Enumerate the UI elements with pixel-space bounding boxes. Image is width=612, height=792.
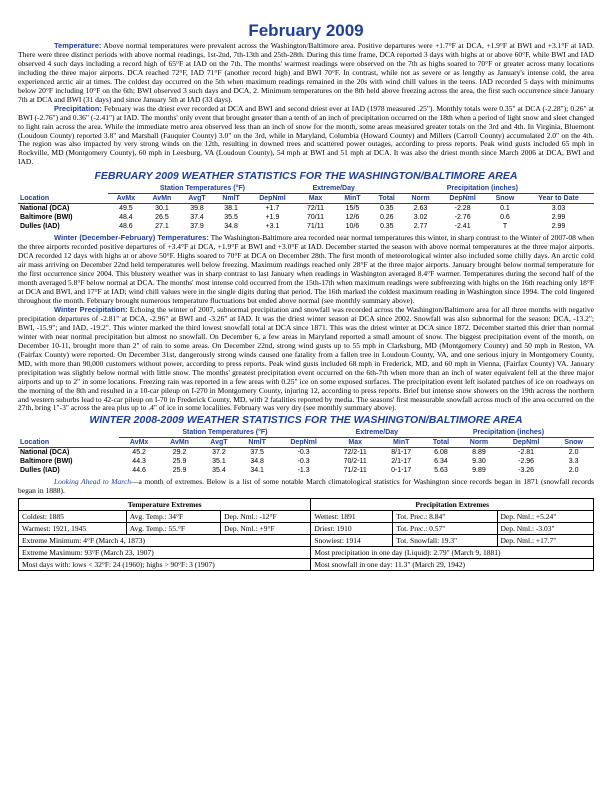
feb-col-header: DepNml <box>248 194 297 204</box>
winter-col-header: Total <box>423 438 459 448</box>
winter-temperatures-lead: Winter (December-February) Temperatures: <box>54 233 209 243</box>
table-cell: Wettest: 1891 <box>311 511 393 523</box>
winter-group-station: Station Temperatures (°F) <box>119 428 331 438</box>
table-cell: 72/11 <box>307 205 324 213</box>
table-cell: -1.3 <box>297 467 310 475</box>
table-row <box>18 213 594 222</box>
looking-ahead-text: —a month of extremes. Below is a list of some notable March climatological statistics for Washington since records began in 1871 (snowfall records began in 1888). <box>18 477 595 496</box>
feb-col-header: Year to Date <box>523 194 594 204</box>
table-cell: Tot. Snowfall: 19.3" <box>393 535 497 547</box>
table-cell: 48.4 <box>119 214 133 222</box>
table-cell: 27.1 <box>155 223 169 231</box>
table-cell: 25.9 <box>172 467 187 475</box>
table-cell: 29.2 <box>172 449 187 457</box>
table-cell: -0.3 <box>297 458 310 466</box>
table-cell: 2.99 <box>551 214 566 222</box>
table-cell: 6.34 <box>434 458 448 466</box>
feb-col-header: DepNml <box>438 194 487 204</box>
table-cell: Coldest: 1885 <box>19 511 127 523</box>
feb-col-header: Norm <box>403 194 439 204</box>
winter-col-header: Snow <box>553 438 594 448</box>
feb-table-title: FEBRUARY 2009 WEATHER STATISTICS FOR THE WASHINGTON/BALTIMORE AREA <box>94 170 518 183</box>
page <box>18 22 594 571</box>
table-cell: Most days with: lows < 32°F: 24 (1960); highs > 90°F: 3 (1907) <box>19 559 311 571</box>
winter-precipitation-paragraph <box>18 306 594 413</box>
table-cell: 34.8 <box>250 458 264 466</box>
table-cell: Most precipitation in one day (Liquid): 2.79" (March 9, 1881) <box>311 547 594 559</box>
winter-group-row <box>18 428 594 438</box>
table-cell: 70/11 <box>307 214 324 222</box>
feb-group-extreme: Extreme/Day <box>297 184 371 194</box>
table-cell: 48.6 <box>119 223 133 231</box>
feb-group-precip: Precipitation (inches) <box>371 184 594 194</box>
feb-header-row <box>18 194 594 204</box>
table-cell: 38.1 <box>224 205 238 213</box>
table-cell: +1.7 <box>265 205 280 213</box>
feb-col-header: AvgT <box>180 194 214 204</box>
table-cell: 0.1 <box>500 205 510 213</box>
table-cell: 5.63 <box>434 467 448 475</box>
feb-col-header: AvMn <box>144 194 180 204</box>
table-cell: 8.89 <box>472 449 486 457</box>
table-cell: National (DCA) <box>20 205 70 213</box>
winter-col-header: AvMn <box>159 438 200 448</box>
table-cell: 2.99 <box>551 223 566 231</box>
page-title: February 2009 <box>248 21 364 40</box>
table-cell: 26.5 <box>155 214 169 222</box>
table-cell: Dep. Nml.: +9°F <box>221 523 311 535</box>
table-cell: 70/2-11 <box>343 458 367 466</box>
table-cell: +3.1 <box>265 223 280 231</box>
table-cell: 2.63 <box>413 205 428 213</box>
winter-col-header: Location <box>18 438 119 448</box>
table-cell: 0.35 <box>379 223 394 231</box>
feb-col-header: NmlT <box>214 194 248 204</box>
table-cell: 39.8 <box>190 205 204 213</box>
table-cell: -2.81 <box>518 449 535 457</box>
table-cell: Extreme Maximum: 93°F (March 23, 1907) <box>19 547 311 559</box>
table-cell: 2.0 <box>568 467 579 475</box>
table-cell: 30.1 <box>155 205 169 213</box>
table-cell: Dep. Nml.: +5.24" <box>497 511 594 523</box>
winter-stats-table <box>18 428 594 475</box>
table-cell: Dep. Nml.: -12°F <box>221 511 311 523</box>
table-cell: Tot. Prec.: 0.57" <box>393 523 497 535</box>
table-cell: 8/1-17 <box>391 449 412 457</box>
table-cell: 37.5 <box>250 449 264 457</box>
table-cell: Avg. Temp.: 34°F <box>126 511 220 523</box>
table-cell: -2.41 <box>454 223 471 231</box>
march-extremes-table <box>18 498 594 571</box>
table-cell: 45.2 <box>132 449 146 457</box>
table-cell: -2.76 <box>454 214 471 222</box>
feb-group-station: Station Temperatures (°F) <box>108 184 297 194</box>
winter-col-header: DepNml <box>276 438 330 448</box>
temperature-text: Above normal temperatures were prevalent across the Washington/Baltimore area. Positive departures were +1.7°F at DCA, +1.9°F at BWI and +3.1°F at IAD. There were three distinct periods with above normal readings, 1st-2nd, 7th-13th and 25th-28th. During this time frame, DCA reported 3 days with highs at or above 60°F, while BWI and IAD observed 4 such days including a record high of 65°F at IAD on the 7th. The months' warmest readings were observed on the 7th as highs soared to 70°F or greater across many locations including the three major airports. DCA reached 72°F, IAD 71°F (another record high) and BWI 70°F. In contrast, while not as severe or as lengthy as January's intense cold, the area experienced arctic air at times. The coldest day occurred on the 5th when maximum readings remained in the 20s with wind chill values in the teens. IAD recorded 5 days with minimums below 20°F including 10°F on the 6th; BWI observed 3 such days and DCA, 2. Minimum temperatures on the 8th held above freezing across the area, the first such occurrence since January 7th at DCA and BWI (31 days) and since January 5th at IAD (33 days). <box>18 41 595 104</box>
table-cell: 44.6 <box>132 467 146 475</box>
table-cell: 71/2-11 <box>343 467 367 475</box>
feb-col-header: AvMx <box>108 194 144 204</box>
table-row <box>18 222 594 231</box>
table-cell: Driest: 1910 <box>311 523 393 535</box>
table-row <box>19 535 594 547</box>
extremes-header-row <box>19 499 594 511</box>
winter-temperatures-text: The Washington-Baltimore area recorded near normal temperatures this winter, in sharp contrast to the Winter of 2007-08 when the three airports recorded positive departures of +3.4°F at DCA, +1.9°F at BWI and +3.0°F at IAD. December started the season with above normal temperatures at the three major airports. DCA recorded 12 days with highs at or above 50°F. Highs soared to 70°F at DCA on December 28th. The first month of meteorological winter also included some chilly days. An arctic cold air mass arriving on December 22nd held temperatures well below freezing. Maximum readings reached only 28°F at the three major airports. January brought below normal temperature for the first occurrence since 2004. This blustery weather was in sharp contrast to last January when readings in Washington averaged 8.4°F warmer. Temperatures during the second half of the month averaged 5.8°F below normal at DCA. The months' most intense cold occurred from the 15th-17th when maximum readings were subfreezing with highs on the 16th reaching only 18°F at DCA and BWI, and 17°F at IAD; wind chill values were in the single digits during that period. The 16th marked the coldest maximum reading in Washington since 1994. The cold lingered throughout the month. February brought numerous temperature fluctuations but ended above normal (see monthly summary above). <box>18 233 594 306</box>
table-row <box>18 204 594 214</box>
winter-header-row <box>18 438 594 448</box>
table-cell: Dulles (IAD) <box>20 467 60 475</box>
feb-col-header: Snow <box>487 194 523 204</box>
table-cell: 37.4 <box>190 214 204 222</box>
temperature-extremes-header: Temperature Extremes <box>19 499 311 511</box>
table-cell: Avg. Temp.: 55.°F <box>126 523 220 535</box>
table-cell: National (DCA) <box>20 449 70 457</box>
winter-col-header: DepNml <box>499 438 553 448</box>
table-cell: 15/5 <box>345 205 360 213</box>
table-cell: 72/2-11 <box>343 449 367 457</box>
winter-col-header: Norm <box>459 438 499 448</box>
table-cell: 35.5 <box>224 214 238 222</box>
winter-table-title: WINTER 2008-2009 WEATHER STATISTICS FOR THE WASHINGTON/BALTIMORE AREA <box>89 414 523 427</box>
feb-group-row <box>18 184 594 194</box>
precipitation-paragraph <box>18 105 594 168</box>
precipitation-text: February was the driest ever recorded at DCA and BWI and second driest ever at IAD (1978 measured .25"). Monthly totals were 0.35" at DCA (-2.28"); 0.26" at BWI (-2.76") and 0.36" (-2.41") at IAD. The months' only event that brought greater than a tenth of an inch of precipitation occurred on the 18th when a period of light snow and sleet changed to light rain across the area. While the immediate metro area observed less than an inch of snow for the month, some areas measured greater totals on the 3rd and 4th. In Virginia, Bluemont (Loudoun County) reported 3.8" and Marshall (Fauquier County) 3.0" on the 3rd, while in Maryland, Columbia (Howard County) and Millers (Carroll County) accumulated 2.0" on the 4th. The region was also impacted by very strong winds on the 12th, resulting in downed trees and scattered power outages, according to press reports. Peak wind gusts included 65 mph in Rockville, MD (Montgomery County), 60 mph in Leesburg, VA (Loudoun County), 54 mph at BWI and 51 mph at DCA. It was also the driest month since March 2006 at DCA, BWI and IAD. <box>18 103 594 167</box>
feb-col-header: Max <box>297 194 335 204</box>
table-cell: Warmest: 1921, 1945 <box>19 523 127 535</box>
temperature-paragraph <box>18 42 594 105</box>
table-cell: Dulles (IAD) <box>20 223 60 231</box>
table-cell: -2.96 <box>518 458 535 466</box>
table-cell: 2.77 <box>413 223 428 231</box>
table-cell: 0-1-17 <box>391 467 412 475</box>
table-cell: 0.6 <box>500 214 510 222</box>
table-cell: Baltimore (BWI) <box>20 214 73 222</box>
table-cell: 3.03 <box>551 205 566 213</box>
table-cell: -2.28 <box>454 205 471 213</box>
table-cell: Most snowfall in one day: 11.3" (March 29, 1942) <box>311 559 594 571</box>
table-cell: 2/1-17 <box>391 458 412 466</box>
table-cell: 3.02 <box>413 214 428 222</box>
table-cell: Snowiest: 1914 <box>311 535 393 547</box>
table-cell: 25.9 <box>172 458 187 466</box>
table-cell: 44.3 <box>132 458 146 466</box>
table-cell: -0.3 <box>297 449 310 457</box>
table-cell: Dep. Nml.: -3.03" <box>497 523 594 535</box>
table-row <box>18 466 594 475</box>
winter-temperatures-paragraph <box>18 234 594 306</box>
winter-col-header: AvgT <box>200 438 238 448</box>
table-cell: 37.2 <box>212 449 226 457</box>
table-cell: 6.08 <box>434 449 448 457</box>
looking-ahead-paragraph <box>18 478 594 496</box>
table-row <box>18 457 594 466</box>
table-cell: 2.0 <box>568 449 579 457</box>
table-row <box>19 559 594 571</box>
table-cell: 49.5 <box>119 205 133 213</box>
table-cell: Dep. Nml.: +17.7" <box>497 535 594 547</box>
table-cell: 34.1 <box>250 467 264 475</box>
table-row <box>18 448 594 458</box>
table-cell: Baltimore (BWI) <box>20 458 73 466</box>
table-cell: 71/11 <box>307 223 324 231</box>
winter-group-extreme: Extreme/Day <box>331 428 423 438</box>
winter-group-precip: Precipitation (inches) <box>423 428 594 438</box>
feb-col-header: Location <box>18 194 108 204</box>
table-cell: 35.4 <box>212 467 226 475</box>
table-cell: 35.1 <box>212 458 226 466</box>
table-row <box>19 523 594 535</box>
winter-col-header: MinT <box>380 438 423 448</box>
precipitation-lead: Precipitation: <box>54 103 102 113</box>
table-cell: 0.35 <box>379 205 394 213</box>
table-cell: 12/6 <box>345 214 360 222</box>
table-cell: 37.9 <box>190 223 204 231</box>
table-cell: 10/6 <box>345 223 360 231</box>
table-row <box>19 511 594 523</box>
winter-col-header: Max <box>331 438 380 448</box>
winter-col-header: AvMx <box>119 438 159 448</box>
feb-col-header: Total <box>371 194 403 204</box>
precipitation-extremes-header: Precipitation Extremes <box>311 499 594 511</box>
table-cell: Tot. Prec.: 8.84" <box>393 511 497 523</box>
table-cell: 3.3 <box>568 458 579 466</box>
table-cell: Extreme Minimum: 4°F (March 4, 1873) <box>19 535 311 547</box>
temperature-lead: Temperature: <box>54 41 102 50</box>
winter-precipitation-lead: Winter Precipitation: <box>54 304 128 314</box>
table-cell: 34.8 <box>224 223 238 231</box>
table-cell: 9.89 <box>472 467 486 475</box>
table-cell: +1.9 <box>265 214 280 222</box>
table-cell: 0.26 <box>379 214 394 222</box>
table-cell: 9.30 <box>472 458 486 466</box>
feb-col-header: MinT <box>334 194 370 204</box>
looking-ahead-lead: Looking Ahead to March <box>54 477 131 487</box>
table-cell: T <box>502 223 508 231</box>
table-row <box>19 547 594 559</box>
table-cell: -3.26 <box>518 467 535 475</box>
winter-precipitation-text: Echoing the winter of 2007, subnormal precipitation and snowfall was recorded across the Washington/Baltimore area for all three months with negative precipitation departures of -2.81" at DCA, -2.96" at BWI and -3.26" at IAD. It was the driest winter season at DCA since 2002. Snowfall was also subnormal for the season: DCA, -13.2"; BWI, -15.9"; and IAD, -19.2". This winter marked the third lowest snowfall total at DCA since 1871. This was the driest winter at DCA since 1872. December started this drier than normal winter with near normal precipitation but almost no snowfall. On December 6, a few areas in Maryland reported a small amount of snow. The biggest precipitation event of the month, on December 10-11, brought more than 2" of rain to some areas. On December 22nd, strong wind gusts up to 55 mph in Clarksburg, MD (Montgomery County) and 50 mph in Reston, VA (Fairfax County) were reported. On December 31st, dangerously strong winds caused one fatality from a fallen tree in Loudoun County, VA, and one serious injury in Montgomery County, MD, with more than 90,000 customers without power, according to press reports. Peak wind gusts included 68 mph in Frederick, MD, and 60 mph in Vienna, (Fairfax County) VA. January precipitation was slightly below normal with little snow. The months' greatest precipitation event occurred on the 6th-7th when more than an inch of water equivalent fell at the three major airports and up to 2" in some locations. Freezing rain was reported in a few areas with 0.25" ice on some exposed surfaces. The precipitation event left isolated patches of ice on roadways on the morning of the 8th and resulted in a 10-car pileup on I-270 in Montgomery County, injuring 12, according to press reports. Brief but intense snow showers on the 19th across the northern and western suburbs lead to 42-car pileup on I-70 in Frederick County, MD, with 2 fatalities reported by media. The seasons' first measurable snowfall across much of the area occurred on the 27th, bring 1"-3" across the area plus up to .4" of ice in some localities. February was very dry (see monthly summary above). <box>18 304 595 413</box>
feb-stats-table <box>18 184 594 231</box>
winter-col-header: NmlT <box>238 438 276 448</box>
